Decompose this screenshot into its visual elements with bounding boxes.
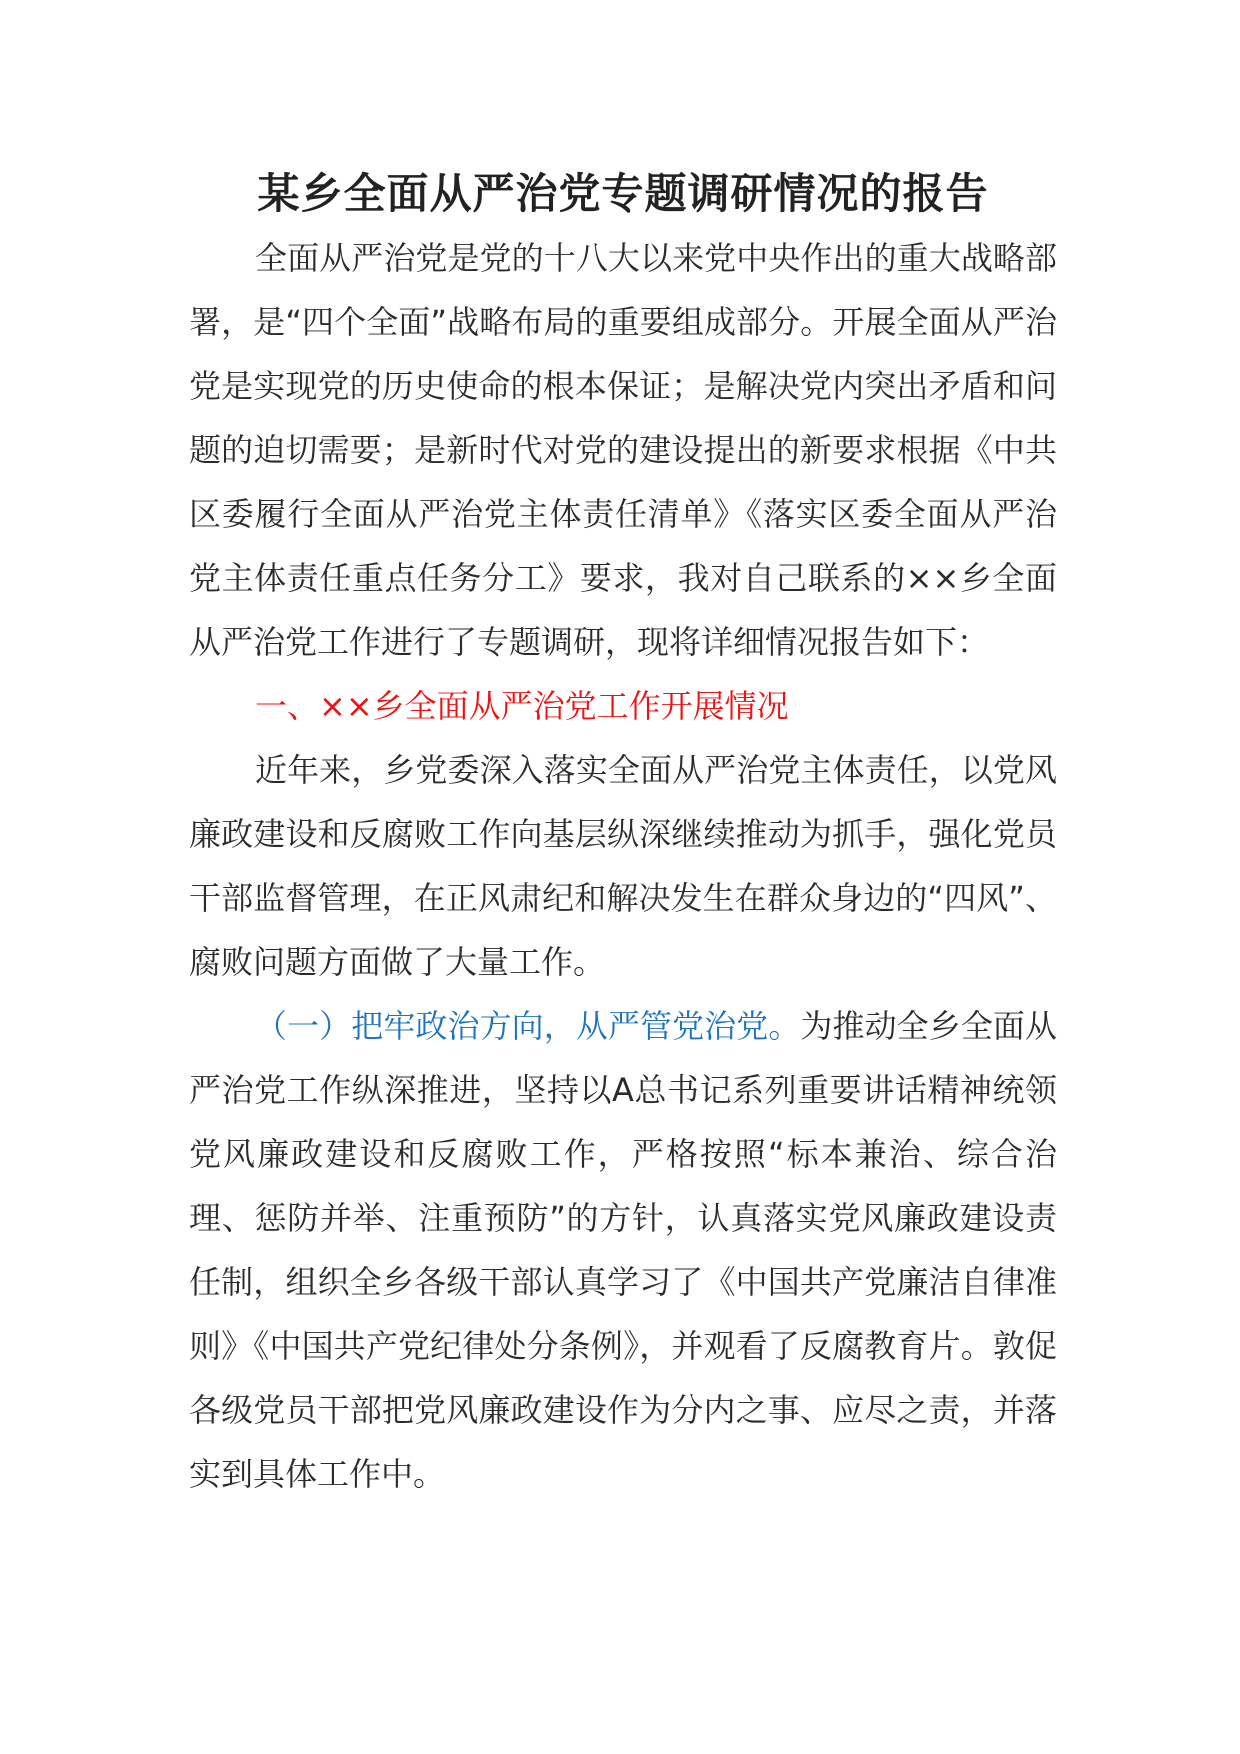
- subsection-paragraph: [189, 994, 1057, 1506]
- subsection-body: 为推动全乡全面从严治党工作纵深推进，坚持以A总书记系列重要讲话精神统领党风廉政建设和反腐败工作，严格按照“标本兼治、综合治理、惩防并举、注重预防”的方针，认真落实党风廉政建设责任制，组织全乡各级干部认真学习了《中国共产党廉洁自律准则》《中国共产党纪律处分条例》，并观看了反腐教育片。敦促各级党员干部把党风廉政建设作为分内之事、应尽之责，并落实到具体工作中。: [189, 1007, 1057, 1493]
- document-content: [189, 162, 1057, 1506]
- section-heading: 一、××乡全面从严治党工作开展情况: [255, 687, 789, 725]
- section-body-paragraph: 近年来，乡党委深入落实全面从严治党主体责任，以党风廉政建设和反腐败工作向基层纵深继续推动为抓手，强化党员干部监督管理，在正风肃纪和解决发生在群众身边的“四风”、腐败问题方面做了大量工作。: [189, 751, 1057, 981]
- intro-paragraph: 全面从严治党是党的十八大以来党中央作出的重大战略部署，是“四个全面”战略布局的重要组成部分。开展全面从严治党是实现党的历史使命的根本保证；是解决党内突出矛盾和问题的迫切需要；是新时代对党的建设提出的新要求根据《中共区委履行全面从严治党主体责任清单》《落实区委全面从严治党主体责任重点任务分工》要求，我对自己联系的××乡全面从严治党工作进行了专题调研，现将详细情况报告如下：: [189, 239, 1057, 661]
- subsection-heading: （一）把牢政治方向，从严管党治党。: [255, 1007, 801, 1045]
- document-title: 某乡全面从严治党专题调研情况的报告: [257, 169, 989, 218]
